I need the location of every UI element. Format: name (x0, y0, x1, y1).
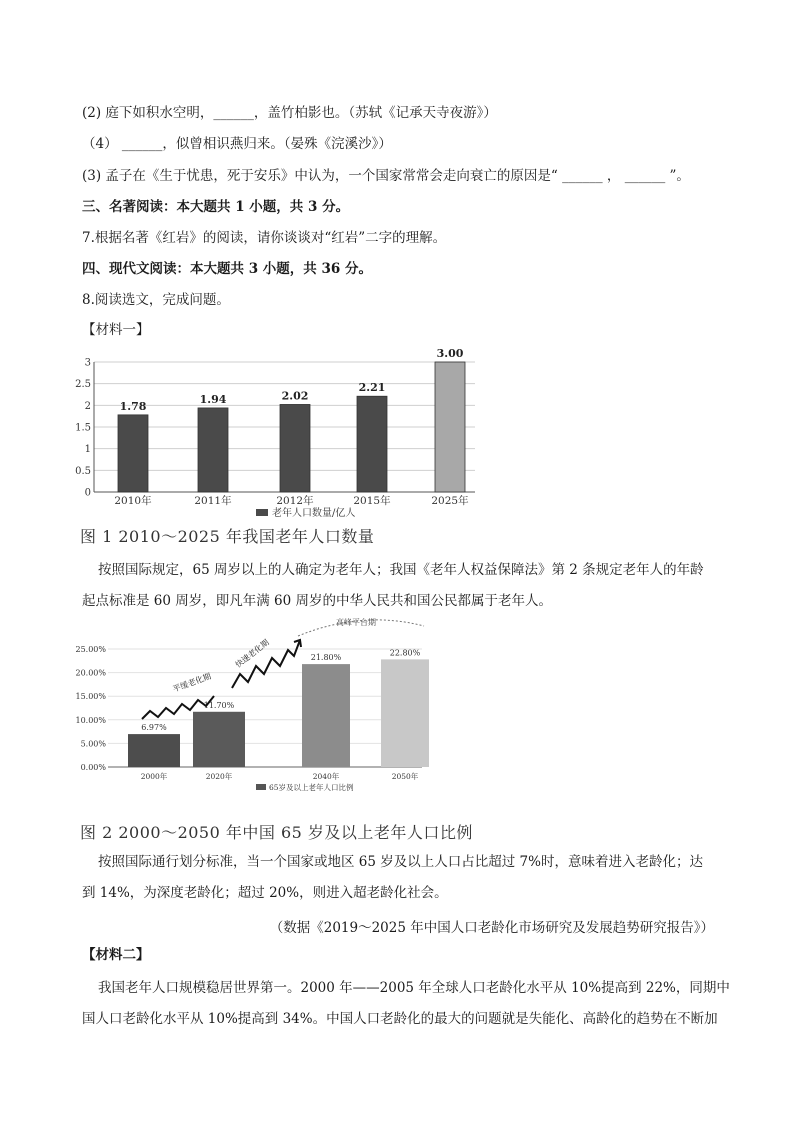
chart1-ytick: 2.5 (75, 379, 91, 391)
chart1-bar (357, 396, 387, 492)
question-7: 7.根据名著《红岩》的阅读，请你谈谈对“红岩”二字的理解。 (82, 230, 447, 246)
material-two-label: 【材料二】 (82, 947, 150, 963)
chart1-ytick: 2 (84, 400, 91, 412)
chart1-ytick: 0 (84, 487, 91, 499)
chart2-annotation-fast: 快速老化期 (233, 637, 271, 670)
chart2-ytick: 15.00% (75, 692, 106, 702)
chart2-ytick: 20.00% (75, 668, 106, 678)
chart1-ytick: 3 (84, 357, 91, 369)
chart2-legend-label: 65岁及以上老年人口比例 (269, 783, 354, 792)
chart1-bar (198, 408, 228, 492)
chart2-bar (381, 659, 429, 767)
chart1-legend-swatch (256, 509, 268, 516)
chart1-bar (435, 362, 465, 492)
paragraph-3a: 我国老年人口规模稳居世界第一。2000 年——2005 年全球人口老龄化水平从 10%提高到 22%，同期中 (98, 980, 730, 996)
chart2-ytick: 25.00% (75, 645, 106, 654)
fill-blank-4: （4） ______，似曾相识燕归来。（晏殊《浣溪沙》） (82, 136, 392, 152)
data-source: （数据《2019～2025 年中国人口老龄化市场研究及发展趋势研究报告》） (269, 920, 714, 936)
chart1-xtick: 2012年 (276, 495, 314, 507)
chart2-value-label: 11.70% (203, 700, 235, 710)
chart2-value-label: 22.80% (389, 648, 421, 658)
chart2-ytick: 10.00% (75, 715, 106, 725)
chart1-ytick: 1.5 (75, 422, 91, 434)
chart2-ytick: 0.00% (80, 763, 106, 772)
chart2-xtick: 2050年 (391, 772, 419, 781)
chart2-legend-swatch (256, 784, 266, 790)
chart1-value-label: 3.00 (436, 347, 464, 360)
chart2-bar (128, 734, 180, 767)
chart2-xtick: 2020年 (205, 772, 233, 781)
chart1-plot (75, 347, 475, 519)
chart1-bar (280, 404, 310, 492)
fill-blank-3: (3) 孟子在《生于忧患，死于安乐》中认为，一个国家常常会走向衰亡的原因是“ ______ ， ______ ”。 (82, 168, 690, 184)
paragraph-2a: 按照国际通行划分标准，当一个国家或地区 65 岁及以上人口占比超过 7%时，意味着进入老龄化；达 (98, 854, 703, 870)
chart2-ytick: 5.00% (80, 739, 106, 749)
chart2-xtick: 2040年 (312, 772, 340, 781)
chart1-value-label: 2.21 (358, 381, 386, 395)
section-four-heading: 四、现代文阅读：本大题共 3 小题，共 36 分。 (82, 261, 372, 277)
chart1-legend-label: 老年人口数量/亿人 (272, 508, 356, 519)
chart2-xtick: 2000年 (140, 772, 168, 781)
section-three-heading: 三、名著阅读：本大题共 1 小题，共 3 分。 (82, 199, 350, 215)
chart1-value-label: 1.94 (199, 392, 227, 406)
chart2-bar (193, 712, 245, 767)
chart1-ytick: 1 (84, 444, 91, 456)
chart-aging-ratio (72, 612, 432, 812)
chart1-value-label: 1.78 (119, 399, 147, 413)
chart2-bar (302, 664, 350, 767)
chart1-xtick: 2010年 (114, 495, 152, 507)
chart1-xtick: 2011年 (194, 495, 232, 507)
chart2-annotation-slow: 平缓老化期 (171, 671, 213, 694)
chart2-value-label: 6.97% (141, 723, 167, 733)
chart2-plot (75, 617, 429, 792)
chart1-value-label: 2.02 (281, 389, 309, 403)
paragraph-2b: 到 14%，为深度老龄化；超过 20%，则进入超老龄化社会。 (82, 885, 448, 901)
chart1-caption: 图 1 2010～2025 年我国老年人口数量 (80, 527, 375, 546)
paragraph-3b: 国人口老龄化水平从 10%提高到 34%。中国人口老龄化的最大的问题就是失能化、高龄化的趋势在不断加 (82, 1011, 718, 1027)
chart2-value-label: 21.80% (310, 653, 342, 663)
question-8: 8.阅读选文，完成问题。 (82, 292, 230, 308)
chart1-ytick: 0.5 (75, 465, 91, 477)
chart-elderly-population (75, 347, 480, 522)
paragraph-1b: 起点标准是 60 周岁，即凡年满 60 周岁的中华人民共和国公民都属于老年人。 (82, 593, 553, 609)
chart1-xtick: 2015年 (353, 495, 391, 507)
chart2-annotation-peak: 高峰平台期 (336, 618, 376, 627)
fill-blank-2: (2) 庭下如积水空明，______，盖竹柏影也。（苏轼《记承天寺夜游》） (82, 105, 497, 121)
paragraph-1a: 按照国际规定，65 周岁以上的人确定为老年人；我国《老年人权益保障法》第 2 条规定老年人的年龄 (98, 562, 704, 578)
material-one-label: 【材料一】 (82, 322, 150, 338)
chart1-xtick: 2025年 (431, 495, 469, 507)
chart1-bar (118, 415, 148, 492)
chart2-caption: 图 2 2000～2050 年中国 65 岁及以上老年人口比例 (80, 823, 473, 842)
